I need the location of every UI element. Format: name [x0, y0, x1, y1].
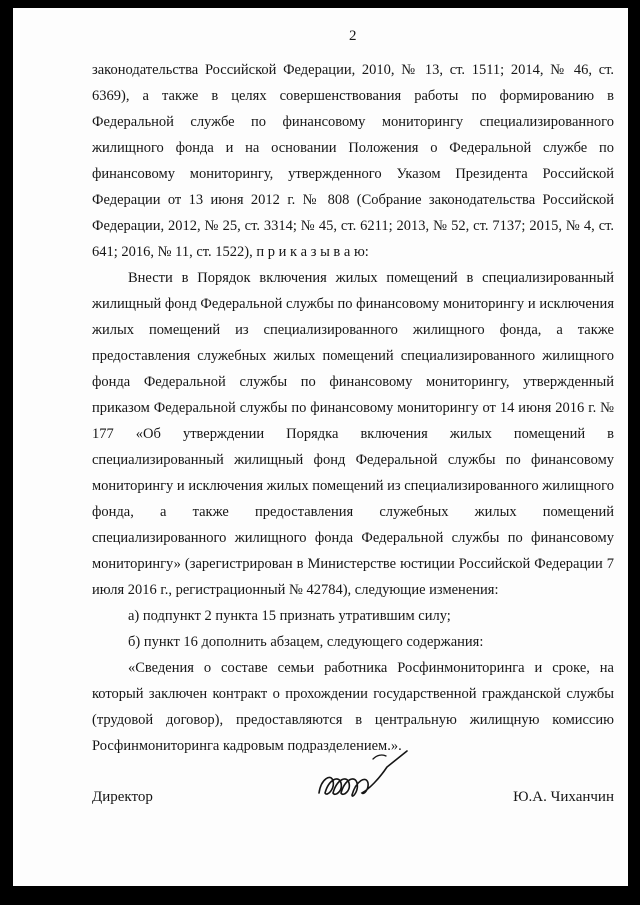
page-number: 2 [349, 28, 357, 44]
paragraph: а) подпункт 2 пункта 15 признать утратившим силу; [128, 608, 451, 624]
paragraph: законодательства Российской Федерации, 2010, № 13, ст. 1511; 2014, № 46, ст. 6369), а также в целях совершенствования работы по формированию в Федеральной службе по финансовому мониторингу специализированного жилищного фонда и на основании Положения о Федеральной службе по финансовому мониторингу, утвержденного Указом Президента Российской Федерации от 13 июня 2012 г. № 808 (Собрание законодательства Российской Федерации, 2012, № 25, ст. 3314; № 45, ст. 6211; 2013, № 52, ст. 7137; 2015, № 4, ст. 641; 2016, № 11, ст. 1522), п р и к а з ы в а ю: [92, 62, 614, 260]
signatory-title: Директор [92, 789, 153, 805]
paragraph: «Сведения о составе семьи работника Росфинмониторинга и сроке, на который заключен контракт о прохождении государственной гражданской службы (трудовой договор), предоставляются в центральную жилищную комиссию Росфинмониторинга кадровым подразделением.». [92, 660, 614, 754]
document-body [92, 57, 614, 759]
signature-block [92, 789, 614, 806]
paragraph: б) пункт 16 дополнить абзацем, следующего содержания: [128, 634, 484, 650]
paragraph: Внести в Порядок включения жилых помещений в специализированный жилищный фонд Федеральной службы по финансовому мониторингу и исключения жилых помещений из специализированного жилищного фонда, а также предоставления служебных жилых помещений специализированного жилищного фонда Федеральной службы по финансовому мониторингу, утвержденный приказом Федеральной службы по финансовому мониторингу от 14 июня 2016 г. № 177 «Об утверждении Порядка включения жилых помещений в специализированный жилищный фонд Федеральной службы по финансовому мониторингу и исключения жилых помещений из специализированного жилищного фонда, а также предоставления служебных жилых помещений специализированного жилищного фонда Федеральной службы по финансовому мониторингу» (зарегистрирован в Министерстве юстиции Российской Федерации 7 июля 2016 г., регистрационный № 42784), следующие изменения: [92, 270, 615, 598]
document-page [13, 8, 628, 886]
signatory-name: Ю.А. Чиханчин [513, 789, 614, 805]
